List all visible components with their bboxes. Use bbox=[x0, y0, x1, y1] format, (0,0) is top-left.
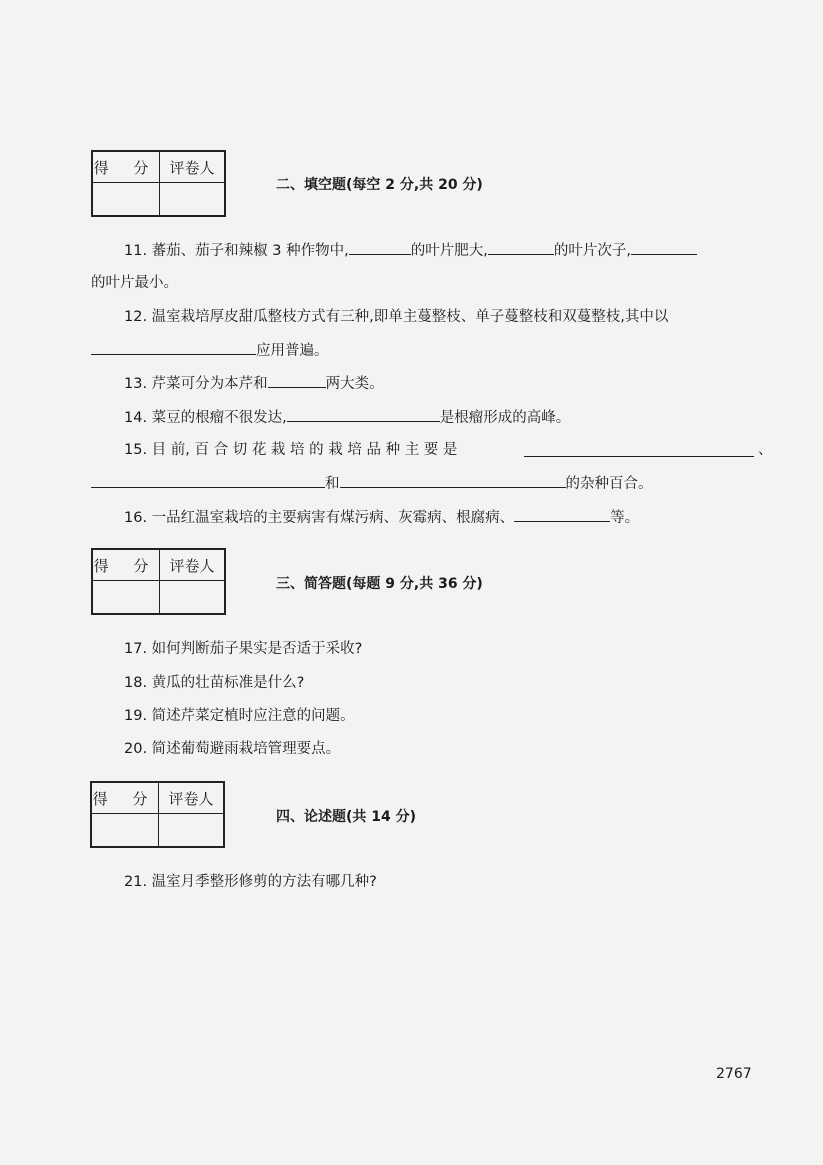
q15-blank-2[interactable] bbox=[91, 473, 325, 488]
q13-text-a: 13. 芹菜可分为本芹和 bbox=[124, 376, 268, 392]
question-21: 21. 温室月季整形修剪的方法有哪几种? bbox=[124, 874, 377, 890]
q11-blank-3[interactable] bbox=[631, 240, 697, 255]
q12-text-b: 应用普遍。 bbox=[256, 343, 329, 359]
q14-blank-1[interactable] bbox=[287, 407, 440, 422]
question-18: 18. 黄瓜的壮苗标准是什么? bbox=[124, 675, 305, 691]
section4-title: 四、论述题(共 14 分) bbox=[276, 809, 417, 825]
question-12-cont bbox=[91, 340, 329, 361]
q15-blank-1[interactable] bbox=[524, 442, 754, 457]
question-15-cont bbox=[91, 473, 653, 494]
q13-text-b: 两大类。 bbox=[325, 376, 384, 392]
q11-blank-2[interactable] bbox=[488, 240, 554, 255]
score-label: 得 分 bbox=[92, 151, 160, 183]
q15-text-d: 的杂种百合。 bbox=[565, 476, 653, 492]
question-19: 19. 简述芹菜定植时应注意的问题。 bbox=[124, 708, 355, 724]
score-box-section3 bbox=[91, 548, 226, 615]
q12-blank-1[interactable] bbox=[91, 340, 256, 355]
grader-cell[interactable] bbox=[160, 581, 226, 615]
grader-cell[interactable] bbox=[159, 814, 225, 848]
question-16 bbox=[124, 507, 639, 528]
question-15 bbox=[124, 440, 457, 460]
grader-label: 评卷人 bbox=[160, 151, 226, 183]
q11-text-c: 的叶片次子, bbox=[553, 243, 631, 259]
q13-blank-1[interactable] bbox=[268, 373, 326, 388]
section3-title: 三、简答题(每题 9 分,共 36 分) bbox=[276, 576, 483, 592]
q15-text-c: 和 bbox=[325, 476, 340, 492]
question-20: 20. 简述葡萄避雨栽培管理要点。 bbox=[124, 741, 341, 757]
q16-text-b: 等。 bbox=[610, 510, 640, 526]
question-13 bbox=[124, 373, 384, 394]
score-cell[interactable] bbox=[92, 581, 160, 615]
q11-text-a: 11. 蕃茄、茄子和辣椒 3 种作物中, bbox=[124, 243, 349, 259]
question-14 bbox=[124, 407, 570, 428]
grader-label: 评卷人 bbox=[159, 782, 225, 814]
question-11 bbox=[124, 240, 697, 261]
q11-text-b: 的叶片肥大, bbox=[410, 243, 488, 259]
score-cell[interactable] bbox=[92, 183, 160, 217]
q15-text-a: 15. 目 前, 百 合 切 花 栽 培 的 栽 培 品 种 主 要 是 bbox=[124, 442, 458, 458]
question-17: 17. 如何判断茄子果实是否适于采收? bbox=[124, 641, 363, 657]
score-box-section4 bbox=[90, 781, 225, 848]
score-label: 得 分 bbox=[92, 549, 160, 581]
grader-cell[interactable] bbox=[160, 183, 226, 217]
q16-text-a: 16. 一品红温室栽培的主要病害有煤污病、灰霉病、根腐病、 bbox=[124, 510, 515, 526]
score-box-section2 bbox=[91, 150, 226, 217]
q15-blank-3[interactable] bbox=[340, 473, 566, 488]
q16-blank-1[interactable] bbox=[514, 507, 610, 522]
question-12: 12. 温室栽培厚皮甜瓜整枝方式有三种,即单主蔓整枝、单子蔓整枝和双蔓整枝,其中以 bbox=[124, 309, 669, 325]
q14-text-b: 是根瘤形成的高峰。 bbox=[439, 410, 571, 426]
q15-comma: 、 bbox=[758, 442, 773, 458]
section2-title: 二、填空题(每空 2 分,共 20 分) bbox=[276, 177, 483, 193]
q11-blank-1[interactable] bbox=[349, 240, 411, 255]
grader-label: 评卷人 bbox=[160, 549, 226, 581]
score-label: 得 分 bbox=[91, 782, 159, 814]
q14-text-a: 14. 菜豆的根瘤不很发达, bbox=[124, 410, 287, 426]
page-number: 2767 bbox=[716, 1066, 752, 1082]
question-11-cont: 的叶片最小。 bbox=[91, 275, 178, 291]
score-cell[interactable] bbox=[91, 814, 159, 848]
